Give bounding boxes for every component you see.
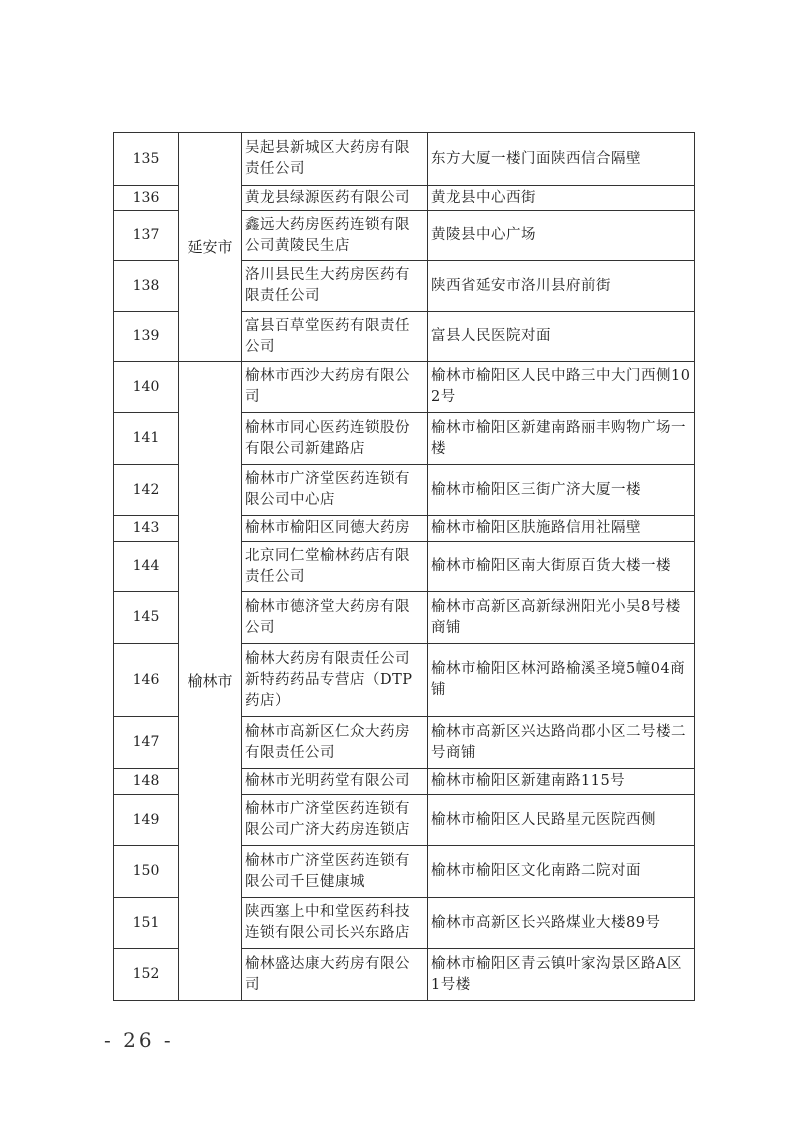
row-number: 137 — [114, 211, 179, 261]
row-number: 152 — [114, 949, 179, 1001]
city-cell: 榆林市 — [179, 362, 242, 1001]
row-number: 149 — [114, 795, 179, 846]
pharmacy-name: 榆林市广济堂医药连锁有限公司广济大药房连锁店 — [242, 795, 428, 846]
pharmacy-name: 榆林市光明药堂有限公司 — [242, 769, 428, 795]
pharmacy-address: 榆林市榆阳区南大街原百货大楼一楼 — [428, 542, 695, 592]
pharmacy-name: 吴起县新城区大药房有限责任公司 — [242, 133, 428, 186]
row-number: 150 — [114, 846, 179, 898]
pharmacy-address: 富县人民医院对面 — [428, 312, 695, 362]
pharmacy-name: 榆林市榆阳区同德大药房 — [242, 516, 428, 542]
row-number: 148 — [114, 769, 179, 795]
pharmacy-address: 榆林市榆阳区文化南路二院对面 — [428, 846, 695, 898]
pharmacy-name: 榆林市同心医药连锁股份有限公司新建路店 — [242, 413, 428, 465]
pharmacy-address: 黄龙县中心西街 — [428, 186, 695, 211]
table-row — [114, 133, 695, 186]
pharmacy-name: 榆林市广济堂医药连锁有限公司千巨健康城 — [242, 846, 428, 898]
row-number: 143 — [114, 516, 179, 542]
pharmacy-name: 榆林市德济堂大药房有限公司 — [242, 592, 428, 644]
pharmacy-name: 榆林盛达康大药房有限公司 — [242, 949, 428, 1001]
row-number: 136 — [114, 186, 179, 211]
pharmacy-address: 榆林市榆阳区新建南路115号 — [428, 769, 695, 795]
pharmacy-table — [113, 132, 695, 1001]
page-number: - 26 - — [104, 1028, 174, 1052]
pharmacy-name: 榆林市西沙大药房有限公司 — [242, 362, 428, 413]
pharmacy-address: 榆林市榆阳区林河路榆溪圣境5幢04商铺 — [428, 644, 695, 717]
pharmacy-address: 榆林市榆阳区新建南路丽丰购物广场一楼 — [428, 413, 695, 465]
pharmacy-address: 榆林市榆阳区三街广济大厦一楼 — [428, 465, 695, 516]
row-number: 135 — [114, 133, 179, 186]
row-number: 145 — [114, 592, 179, 644]
row-number: 140 — [114, 362, 179, 413]
pharmacy-address: 陕西省延安市洛川县府前街 — [428, 261, 695, 312]
pharmacy-name: 富县百草堂医药有限责任公司 — [242, 312, 428, 362]
pharmacy-address: 东方大厦一楼门面陕西信合隔壁 — [428, 133, 695, 186]
row-number: 146 — [114, 644, 179, 717]
pharmacy-address: 榆林市高新区长兴路煤业大楼89号 — [428, 898, 695, 949]
pharmacy-address: 榆林市榆阳区肤施路信用社隔壁 — [428, 516, 695, 542]
pharmacy-address: 黄陵县中心广场 — [428, 211, 695, 261]
pharmacy-name: 陕西塞上中和堂医药科技连锁有限公司长兴东路店 — [242, 898, 428, 949]
pharmacy-name: 榆林市广济堂医药连锁有限公司中心店 — [242, 465, 428, 516]
pharmacy-name: 洛川县民生大药房医药有限责任公司 — [242, 261, 428, 312]
table-row — [114, 362, 695, 413]
pharmacy-address: 榆林市高新区兴达路尚郡小区二号楼二号商铺 — [428, 717, 695, 769]
pharmacy-address: 榆林市榆阳区青云镇叶家沟景区路A区1号楼 — [428, 949, 695, 1001]
row-number: 139 — [114, 312, 179, 362]
pharmacy-name: 榆林市高新区仁众大药房有限责任公司 — [242, 717, 428, 769]
row-number: 142 — [114, 465, 179, 516]
pharmacy-name: 黄龙县绿源医药有限公司 — [242, 186, 428, 211]
pharmacy-name: 榆林大药房有限责任公司新特药药品专营店（DTP药店） — [242, 644, 428, 717]
pharmacy-address: 榆林市榆阳区人民路星元医院西侧 — [428, 795, 695, 846]
pharmacy-name: 鑫远大药房医药连锁有限公司黄陵民生店 — [242, 211, 428, 261]
row-number: 144 — [114, 542, 179, 592]
pharmacy-address: 榆林市高新区高新绿洲阳光小吴8号楼商铺 — [428, 592, 695, 644]
row-number: 138 — [114, 261, 179, 312]
row-number: 147 — [114, 717, 179, 769]
pharmacy-name: 北京同仁堂榆林药店有限责任公司 — [242, 542, 428, 592]
row-number: 141 — [114, 413, 179, 465]
city-cell: 延安市 — [179, 133, 242, 362]
row-number: 151 — [114, 898, 179, 949]
pharmacy-address: 榆林市榆阳区人民中路三中大门西侧102号 — [428, 362, 695, 413]
